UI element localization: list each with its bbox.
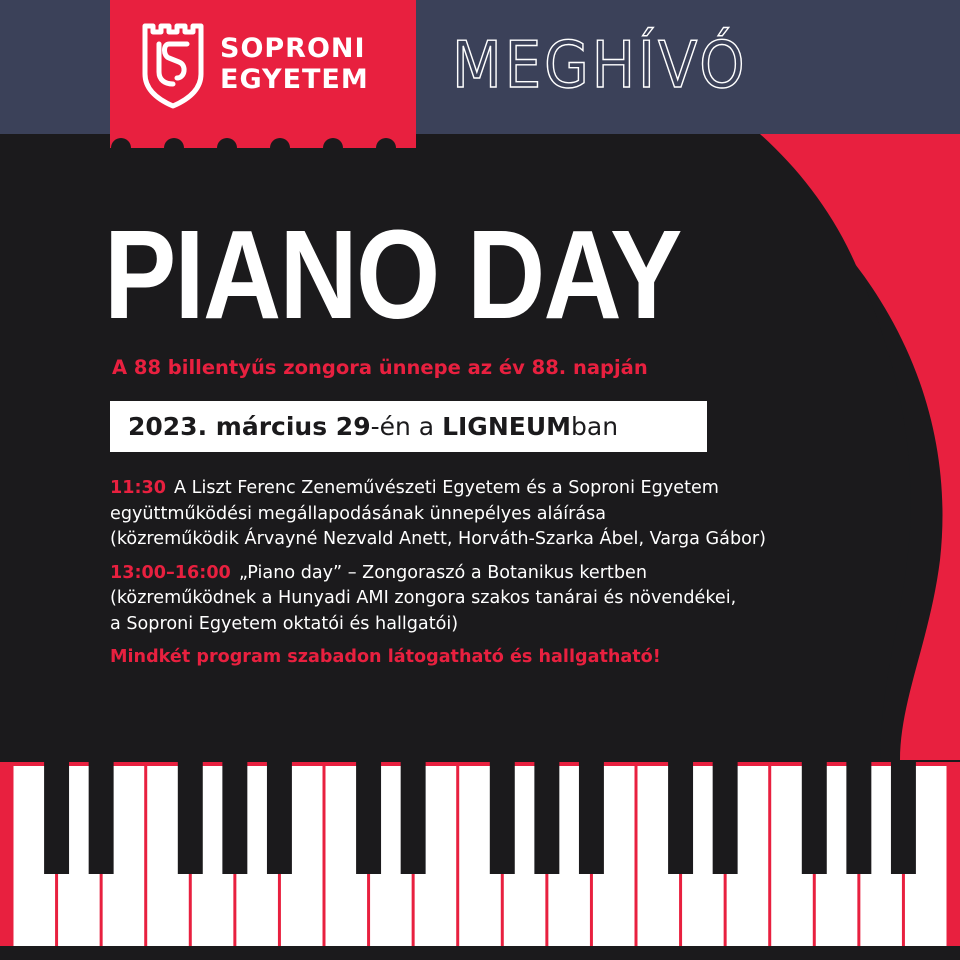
program-line — [110, 561, 890, 587]
university-logo-text — [220, 33, 369, 95]
black-key — [222, 762, 247, 874]
free-entry-note: Mindkét program szabadon látogatható és hallgatható! — [110, 647, 661, 667]
black-key — [668, 762, 693, 874]
program-line — [110, 476, 890, 502]
black-key — [178, 762, 203, 874]
venue-suffix: ban — [571, 412, 619, 441]
program-text: A Liszt Ferenc Zeneművészeti Egyetem és a Soproni Egyetem — [174, 478, 719, 498]
event-title: PIANO DAY — [104, 204, 681, 345]
piano-keyboard-icon — [0, 762, 960, 960]
program-text: „Piano day” – Zongoraszó a Botanikus kertben — [238, 562, 647, 583]
date-venue-box — [110, 401, 707, 452]
black-key — [44, 762, 69, 874]
black-key — [802, 762, 827, 874]
program-item — [110, 561, 890, 638]
black-key — [356, 762, 381, 874]
black-key — [401, 762, 426, 874]
date-connector: -én a — [370, 412, 443, 441]
event-venue: LIGNEUM — [442, 412, 571, 441]
program-line: (közreműködik Árvayné Nezvald Anett, Horváth-Szarka Ábel, Varga Gábor) — [110, 529, 766, 549]
black-key — [713, 762, 738, 874]
program-time: 11:30 — [110, 478, 167, 498]
program-time: 13:00–16:00 — [110, 562, 231, 583]
black-key — [579, 762, 604, 874]
black-key — [267, 762, 292, 874]
logo-line-2: EGYETEM — [220, 64, 369, 95]
keyboard-base — [0, 946, 960, 960]
event-date: 2023. március 29 — [128, 412, 371, 441]
event-subtitle: A 88 billentyűs zongora ünnepe az év 88. napján — [112, 356, 648, 379]
black-key — [846, 762, 871, 874]
black-key — [891, 762, 916, 874]
logo-line-1: SOPRONI — [220, 33, 366, 64]
black-key — [534, 762, 559, 874]
invitation-heading: MEGHÍVÓ — [452, 29, 748, 103]
black-key — [490, 762, 515, 874]
program-item — [110, 476, 890, 553]
black-key — [89, 762, 114, 874]
program-list — [110, 476, 890, 671]
university-crest-icon — [139, 22, 207, 110]
program-line: együttműködési megállapodásának ünnepélyes aláírása — [110, 503, 607, 524]
program-line: a Soproni Egyetem oktatói és hallgatói) — [110, 613, 459, 634]
program-line: (közreműködnek a Hunyadi AMI zongora szakos tanárai és növendékei, — [110, 588, 737, 608]
